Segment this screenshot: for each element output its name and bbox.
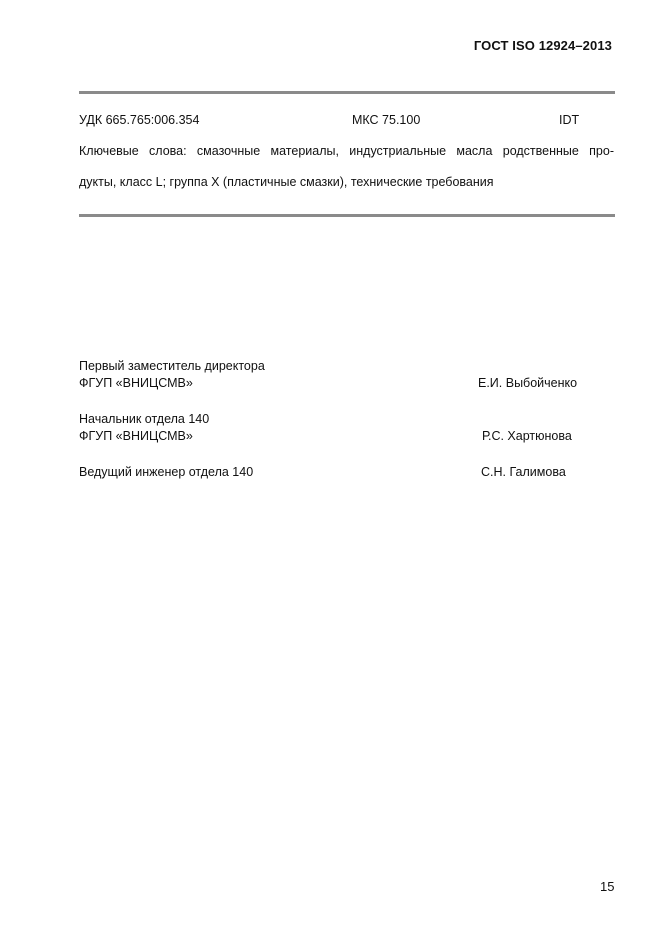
keywords-line-2: дукты, класс L; группа X (пластичные смазки), технические требования — [79, 175, 494, 189]
signatory-name: Р.С. Хартюнова — [482, 429, 572, 443]
page-number: 15 — [600, 879, 615, 894]
bottom-divider — [79, 214, 615, 217]
signatory-name: С.Н. Галимова — [481, 465, 566, 479]
mks-code: МКС 75.100 — [352, 113, 421, 127]
document-header-code: ГОСТ ISO 12924–2013 — [473, 38, 612, 53]
top-divider — [79, 91, 615, 94]
signatory-organization: ФГУП «ВНИЦСМВ» — [79, 429, 193, 443]
signatory-organization: ФГУП «ВНИЦСМВ» — [79, 376, 193, 390]
signatory-name: Е.И. Выбойченко — [478, 376, 578, 390]
keywords-line-1: Ключевые слова: смазочные материалы, индустриальные масла родственные про- — [79, 144, 614, 158]
udk-code: УДК 665.765:006.354 — [79, 113, 200, 127]
equivalence-degree: IDT — [559, 113, 580, 127]
signatory-title: Первый заместитель директора — [79, 359, 265, 373]
signatory-title: Начальник отдела 140 — [79, 412, 210, 426]
signatory-title: Ведущий инженер отдела 140 — [79, 465, 254, 479]
